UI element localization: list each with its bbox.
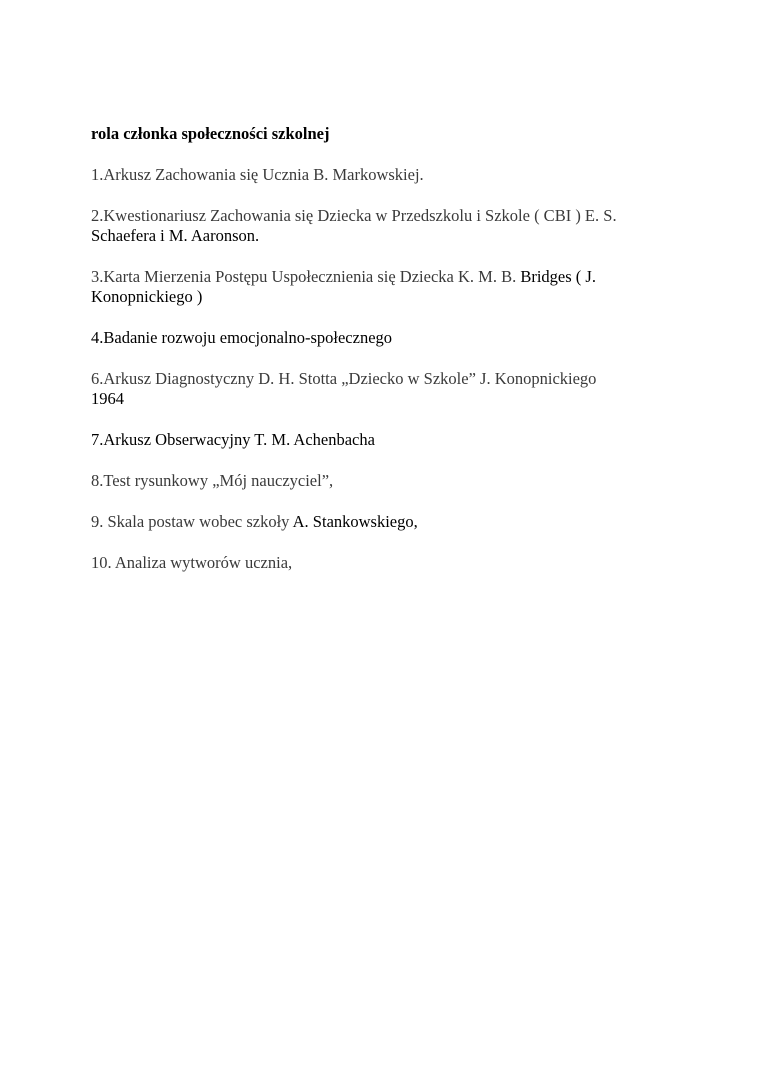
document-body [91, 124, 681, 594]
item-text-continued: Konopnickiego ) [91, 287, 203, 306]
list-item-4 [91, 328, 681, 348]
item-text-author: Bridges ( J. [520, 267, 596, 286]
item-text: 10. Analiza wytworów ucznia, [91, 553, 293, 572]
item-text-continued: Schaefera i M. Aaronson. [91, 226, 260, 245]
list-item-3 [91, 267, 681, 307]
item-text: 2.Kwestionariusz Zachowania się Dziecka w Przedszkolu i Szkole ( CBI ) E. S. [91, 206, 617, 225]
item-text-continued: 1964 [91, 389, 124, 408]
item-text: 8.Test rysunkowy „Mój nauczyciel”, [91, 471, 334, 490]
document-heading: rola członka społeczności szkolnej [91, 124, 330, 143]
item-text: 1.Arkusz Zachowania się Ucznia B. Markowskiej. [91, 165, 424, 184]
item-text-author: T. M. Achenbacha [254, 430, 375, 449]
item-text: 7.Arkusz Obserwacyjny [91, 430, 251, 449]
list-item-6 [91, 369, 681, 409]
item-text: 4.Badanie rozwoju emocjonalno-społecznego [91, 328, 393, 347]
item-text-author: A. Stankowskiego, [292, 512, 418, 531]
item-text: 9. Skala postaw wobec szkoły [91, 512, 290, 531]
list-item-1 [91, 165, 681, 185]
item-text: 3.Karta Mierzenia Postępu Uspołecznienia się Dziecka K. M. B. [91, 267, 517, 286]
list-item-7 [91, 430, 681, 450]
list-item-8 [91, 471, 681, 491]
list-item-9 [91, 512, 681, 532]
item-text: 6.Arkusz Diagnostyczny D. H. Stotta „Dziecko w Szkole” J. Konopnickiego [91, 369, 597, 388]
list-item-10 [91, 553, 681, 573]
list-item-2 [91, 206, 681, 246]
